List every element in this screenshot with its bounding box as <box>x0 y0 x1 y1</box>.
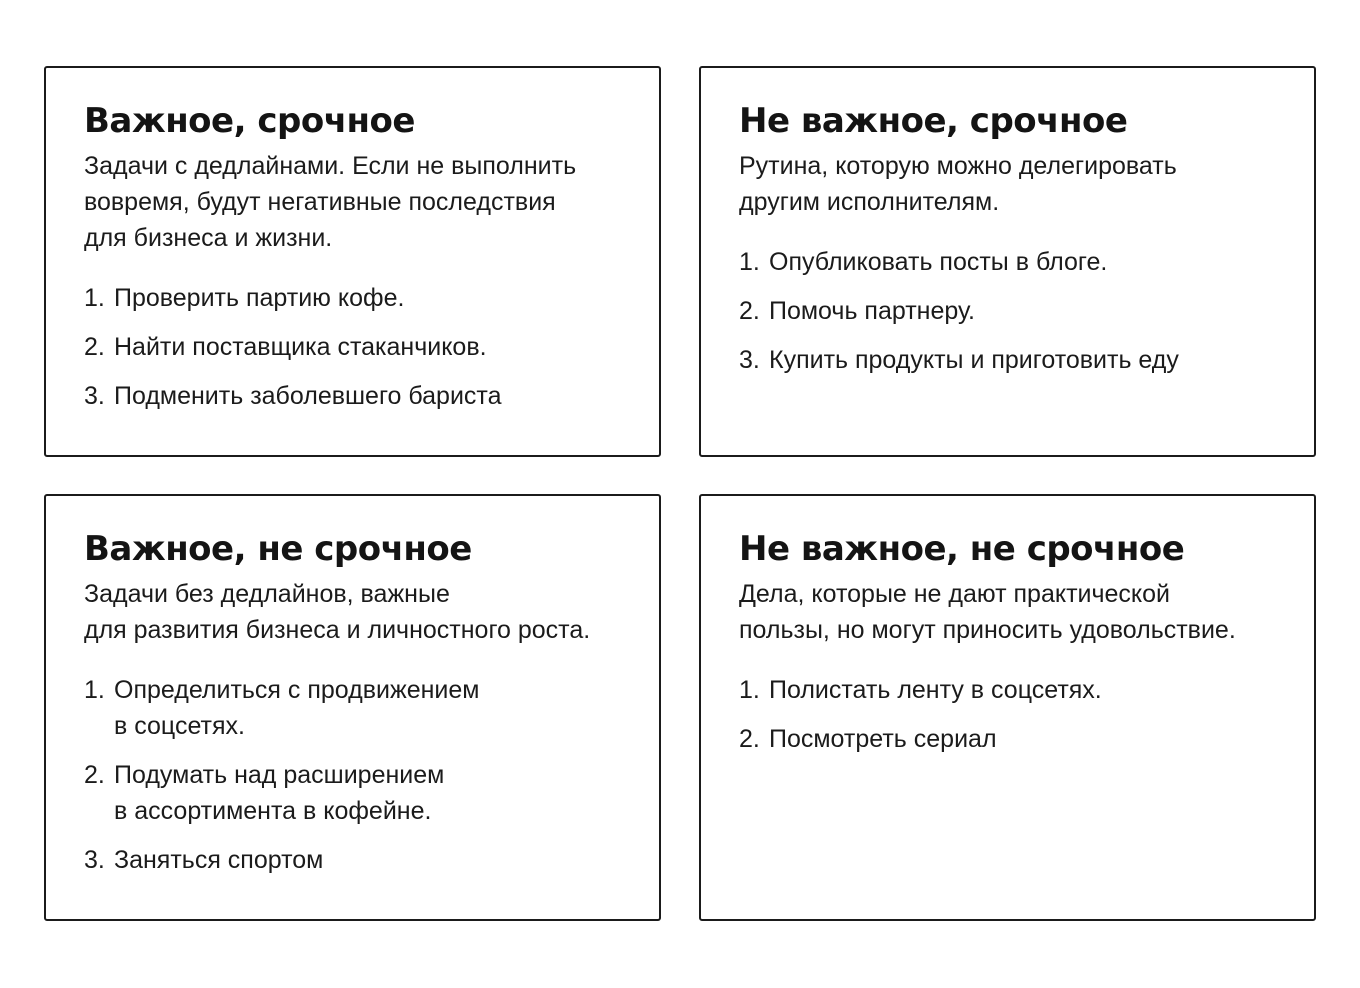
quadrant-not-important-urgent <box>699 66 1316 457</box>
task-list <box>739 672 1276 757</box>
task-item <box>739 293 1276 329</box>
task-text-line: Посмотреть сериал <box>769 725 997 753</box>
description-line: Задачи с дедлайнами. Если не выполнить <box>84 152 577 180</box>
task-item <box>739 672 1276 708</box>
task-text-line: Купить продукты и приготовить еду <box>769 346 1179 374</box>
task-number: 3. <box>739 346 760 374</box>
task-item <box>84 280 621 316</box>
quadrant-title: Не важное, не срочное <box>739 529 1185 569</box>
task-number: 2. <box>739 297 760 325</box>
quadrant-important-not-urgent <box>44 494 661 921</box>
task-text-line: Проверить партию кофе. <box>114 284 405 312</box>
description-line: Дела, которые не дают практической <box>739 580 1170 608</box>
description-line: Рутина, которую можно делегировать <box>739 152 1177 180</box>
task-number: 1. <box>739 676 760 704</box>
task-text-line: Заняться спортом <box>114 846 324 874</box>
task-item <box>739 244 1276 280</box>
task-text-line: в ассортимента в кофейне. <box>114 797 432 825</box>
description-line: для бизнеса и жизни. <box>84 224 333 252</box>
task-number: 1. <box>84 676 105 704</box>
task-text-line: Подумать над расширением <box>114 761 445 789</box>
description-line: для развития бизнеса и личностного роста. <box>84 616 591 644</box>
task-item <box>84 378 621 414</box>
description-line: вовремя, будут негативные последствия <box>84 188 556 216</box>
task-number: 2. <box>84 761 105 789</box>
task-text <box>769 293 975 329</box>
task-item <box>739 721 1276 757</box>
description-line: Задачи без дедлайнов, важные <box>84 580 450 608</box>
task-list <box>84 280 621 414</box>
task-number: 3. <box>84 846 105 874</box>
task-text <box>114 757 444 829</box>
task-number: 2. <box>84 333 105 361</box>
quadrant-description <box>739 148 1276 220</box>
task-text <box>769 672 1102 708</box>
task-item <box>84 329 621 365</box>
quadrant-not-important-not-urgent <box>699 494 1316 921</box>
task-text-line: Найти поставщика стаканчиков. <box>114 333 487 361</box>
task-text-line: Подменить заболевшего бариста <box>114 382 502 410</box>
task-text-line: Помочь партнеру. <box>769 297 975 325</box>
quadrant-title: Важное, срочное <box>84 101 415 141</box>
task-text-line: Определиться с продвижением <box>114 676 480 704</box>
task-text <box>769 721 997 757</box>
task-item <box>739 342 1276 378</box>
description-line: пользы, но могут приносить удовольствие. <box>739 616 1236 644</box>
task-text-line: Опубликовать посты в блоге. <box>769 248 1108 276</box>
task-item <box>84 842 621 878</box>
task-list <box>84 672 621 878</box>
task-number: 2. <box>739 725 760 753</box>
task-text-line: в соцсетях. <box>114 712 245 740</box>
task-list <box>739 244 1276 378</box>
task-text <box>114 378 501 414</box>
quadrant-title: Не важное, срочное <box>739 101 1128 141</box>
quadrant-title: Важное, не срочное <box>84 529 472 569</box>
task-number: 1. <box>84 284 105 312</box>
task-number: 3. <box>84 382 105 410</box>
task-text <box>114 280 404 316</box>
quadrant-description <box>84 576 621 648</box>
task-text <box>114 672 479 744</box>
task-item <box>84 757 621 829</box>
quadrant-important-urgent <box>44 66 661 457</box>
task-text <box>769 244 1107 280</box>
task-text-line: Полистать ленту в соцсетях. <box>769 676 1102 704</box>
quadrant-description <box>84 148 621 256</box>
task-text <box>769 342 1179 378</box>
task-text <box>114 329 487 365</box>
description-line: другим исполнителям. <box>739 188 1000 216</box>
task-item <box>84 672 621 744</box>
task-number: 1. <box>739 248 760 276</box>
task-text <box>114 842 323 878</box>
quadrant-description <box>739 576 1276 648</box>
